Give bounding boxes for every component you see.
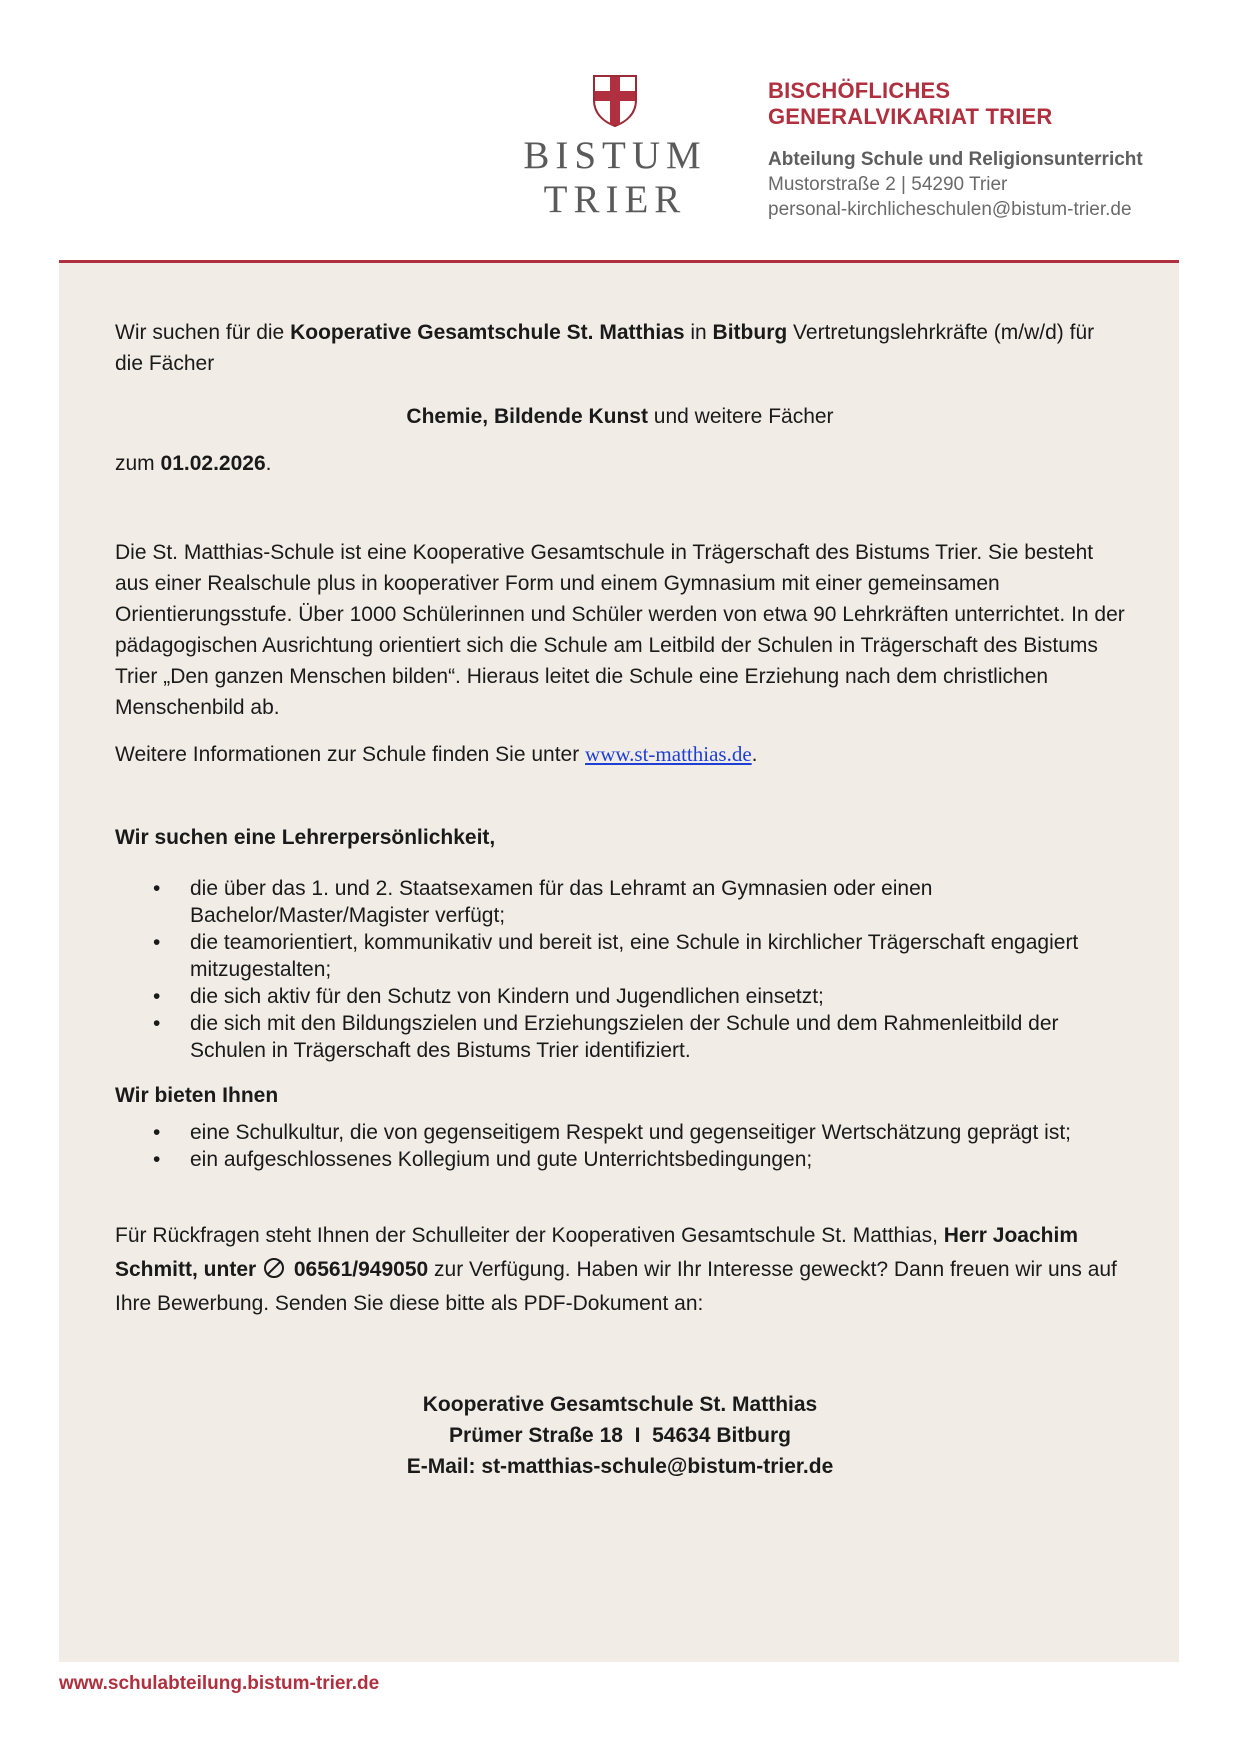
contact-phone: 06561/949050 <box>293 1258 429 1281</box>
subjects-line: Chemie, Bildende Kunst und weitere Fächer <box>406 405 834 428</box>
requirements-list <box>115 875 1125 1064</box>
list-item: • ein aufgeschlossenes Kollegium und gute Unterrichtsbedingungen; <box>115 1146 1125 1173</box>
contact-person: Herr Joachim Schmitt, unter <box>115 1224 1078 1281</box>
contact-paragraph: Für Rückfragen steht Ihnen der Schulleiter der Kooperativen Gesamtschule St. Matthias, Herr Joachim Schmitt, unter 06561/949050 zur Verfügung. Haben wir Ihr Interesse geweckt? Dann freuen wir uns auf Ihre Bewerbung. Senden Sie diese bitte als PDF-Dokument an: <box>115 1224 1117 1315</box>
list-item: • die teamorientiert, kommunikativ und bereit ist, eine Schule in kirchlicher Trägerschaft engagiert mitzugestalten; <box>115 929 1125 983</box>
offer-heading: Wir bieten Ihnen <box>115 1084 279 1107</box>
city-name: Bitburg <box>712 321 788 344</box>
footer-website[interactable]: www.schulabteilung.bistum-trier.de <box>59 1673 380 1694</box>
org-name-line-2: GENERALVIKARIAT TRIER <box>768 104 1053 129</box>
list-item: • die über das 1. und 2. Staatsexamen für das Lehramt an Gymnasien oder einen Bachelor/Master/Magister verfügt; <box>115 875 1125 929</box>
address-line-email[interactable]: E-Mail: st-matthias-schule@bistum-trier.de <box>406 1455 834 1478</box>
subjects-bold: Chemie, Bildende Kunst <box>406 405 648 428</box>
logo-line-2: TRIER <box>543 178 687 221</box>
list-item: • die sich mit den Bildungszielen und Erziehungszielen der Schule und dem Rahmenleitbild der Schulen in Trägerschaft des Bistums Trier identifiziert. <box>115 1010 1125 1064</box>
org-address: Mustorstraße 2 | 54290 Trier <box>768 174 1008 195</box>
intro-paragraph: Wir suchen für die Kooperative Gesamtschule St. Matthias in Bitburg Vertretungslehrkräfte (m/w/d) für die Fächer <box>115 321 1095 375</box>
org-name-line-1: BISCHÖFLICHES <box>768 78 951 103</box>
info-line: Weitere Informationen zur Schule finden Sie unter www.st-matthias.de. <box>115 742 758 766</box>
organization-header <box>768 78 1143 222</box>
application-address <box>115 1389 1125 1482</box>
org-email[interactable]: personal-kirchlicheschulen@bistum-trier.de <box>768 199 1132 220</box>
job-posting-content <box>115 317 1125 1482</box>
bistum-logo <box>520 74 710 222</box>
school-description: Die St. Matthias-Schule ist eine Kooperative Gesamtschule in Trägerschaft des Bistums Trier. Sie besteht aus einer Realschule plus in kooperativer Form und einem Gymnasium mit einer gemeinsamen Orientierungsstufe. Über 1000 Schülerinnen und Schüler werden von etwa 90 Lehrkräften unterrichtet. In der pädagogischen Ausrichtung orientiert sich die Schule am Leitbild der Schulen in Trägerschaft des Bistums Trier „Den ganzen Menschen bilden“. Hieraus leitet die Schule eine Erziehung nach dem christlichen Menschenbild ab. <box>115 541 1125 719</box>
shield-cross-icon <box>592 74 638 128</box>
start-date-line: zum 01.02.2026. <box>115 452 272 475</box>
start-date: 01.02.2026 <box>160 452 266 475</box>
offer-list <box>115 1119 1125 1173</box>
phone-icon <box>264 1258 284 1278</box>
logo-line-1: BISTUM <box>523 134 707 177</box>
list-item: • eine Schulkultur, die von gegenseitigem Respekt und gegenseitiger Wertschätzung geprägt ist; <box>115 1119 1125 1146</box>
job-posting-panel <box>59 263 1179 1662</box>
requirements-heading: Wir suchen eine Lehrerpersönlichkeit, <box>115 826 496 849</box>
address-line-street: Prümer Straße 18 I 54634 Bitburg <box>449 1424 791 1447</box>
address-line-school: Kooperative Gesamtschule St. Matthias <box>422 1393 818 1416</box>
school-website-link[interactable]: www.st-matthias.de <box>585 742 752 766</box>
school-name: Kooperative Gesamtschule St. Matthias <box>290 321 685 344</box>
list-item: • die sich aktiv für den Schutz von Kindern und Jugendlichen einsetzt; <box>115 983 1125 1010</box>
department: Abteilung Schule und Religionsunterricht <box>768 149 1143 170</box>
